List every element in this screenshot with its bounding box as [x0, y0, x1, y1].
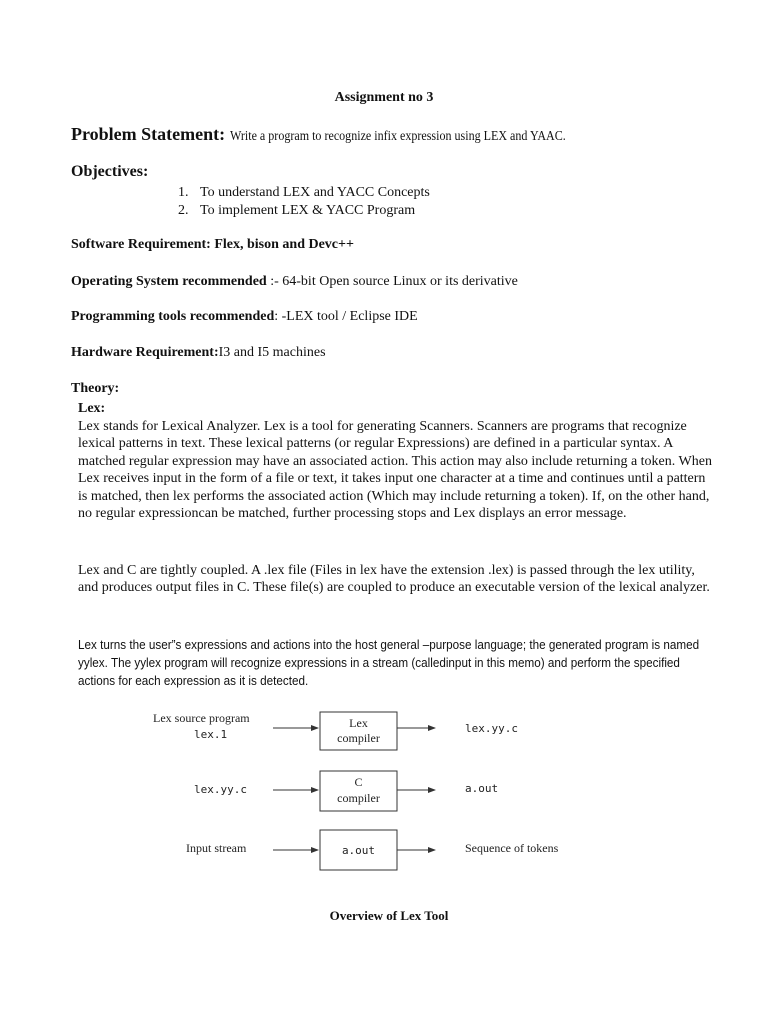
diagram-box-line: compiler: [337, 731, 380, 745]
assignment-title: Assignment no 3: [334, 90, 434, 105]
diagram-input-label: Input stream: [186, 841, 247, 855]
objective-text: To understand LEX and YACC Concepts: [200, 185, 430, 200]
diagram-box-line: Lex: [349, 716, 368, 730]
problem-statement-text: Write a program to recognize infix expression using LEX and YAAC.: [230, 129, 566, 144]
diagram-box-line: a.out: [341, 844, 376, 857]
problem-statement: [71, 124, 621, 145]
diagram-output: a.out: [465, 782, 499, 795]
diagram-box-line: compiler: [337, 791, 380, 805]
objective-number: 2.: [178, 203, 189, 218]
software-requirement: [71, 237, 354, 253]
theory-heading: Theory:: [71, 381, 120, 396]
os-requirement-value: :- 64-bit Open source Linux or its derivative: [266, 274, 518, 289]
objectives-heading: Objectives:: [71, 163, 149, 180]
theory-paragraph-2: Lex and C are tightly coupled. A .lex file (Files in lex have the extension .lex) is passed through the lex utility, and produces output files in C. These file(s) are coupled to produce an executable version of the lexical analyzer.: [78, 563, 710, 596]
tools-requirement-value: : -LEX tool / Eclipse IDE: [274, 309, 418, 324]
objective-text: To implement LEX & YACC Program: [200, 203, 416, 218]
lex-tool-diagram: [140, 700, 620, 885]
tools-requirement-label: Programming tools recommended: [71, 309, 275, 324]
os-requirement: [71, 274, 518, 290]
objectives-list: [178, 184, 430, 220]
diagram-output: Sequence of tokens: [465, 841, 559, 855]
diagram-input-code: lex.1: [194, 728, 228, 741]
software-requirement-label: Software Requirement: Flex, bison and Devc++: [71, 237, 354, 252]
os-requirement-label: Operating System recommended: [71, 274, 267, 289]
diagram-input-code: lex.yy.c: [194, 783, 247, 796]
diagram-input-label: Lex source program: [153, 711, 250, 725]
objective-number: 1.: [178, 185, 189, 200]
diagram-box-line: C: [354, 775, 363, 789]
hardware-requirement-value: I3 and I5 machines: [218, 345, 326, 360]
diagram-output: lex.yy.c: [465, 722, 518, 735]
objective-item: [178, 184, 430, 202]
lex-subheading: Lex:: [78, 401, 106, 416]
theory-paragraph-3: Lex turns the user”s expressions and actions into the host general –purpose language; the generated program is named yylex. The yylex program will recognize expressions in a stream (calledinput in this memo) and perform the specified actions for each expression as it is detected.: [78, 637, 700, 688]
diagram-caption: Overview of Lex Tool: [329, 908, 449, 923]
theory-paragraph-1: Lex stands for Lexical Analyzer. Lex is a tool for generating Scanners. Scanners are programs that recognize lexical patterns in text. These lexical patterns (or regular Expressions) are defined in a particular syntax. A matched regular expression may have an associated action. This action may also include returning a token. When Lex receives input in the form of a file or text, it takes input one character at a time and continues until a pattern is matched, then lex performs the associated action (Which may include returning a token). If, on the other hand, no regular expressioncan be matched, further processing stops and Lex displays an error message.: [78, 419, 712, 522]
tools-requirement: [71, 309, 418, 325]
hardware-requirement-label: Hardware Requirement:: [71, 345, 219, 360]
hardware-requirement: [71, 345, 326, 361]
problem-statement-label: Problem Statement:: [71, 124, 226, 144]
objective-item: [178, 202, 430, 220]
